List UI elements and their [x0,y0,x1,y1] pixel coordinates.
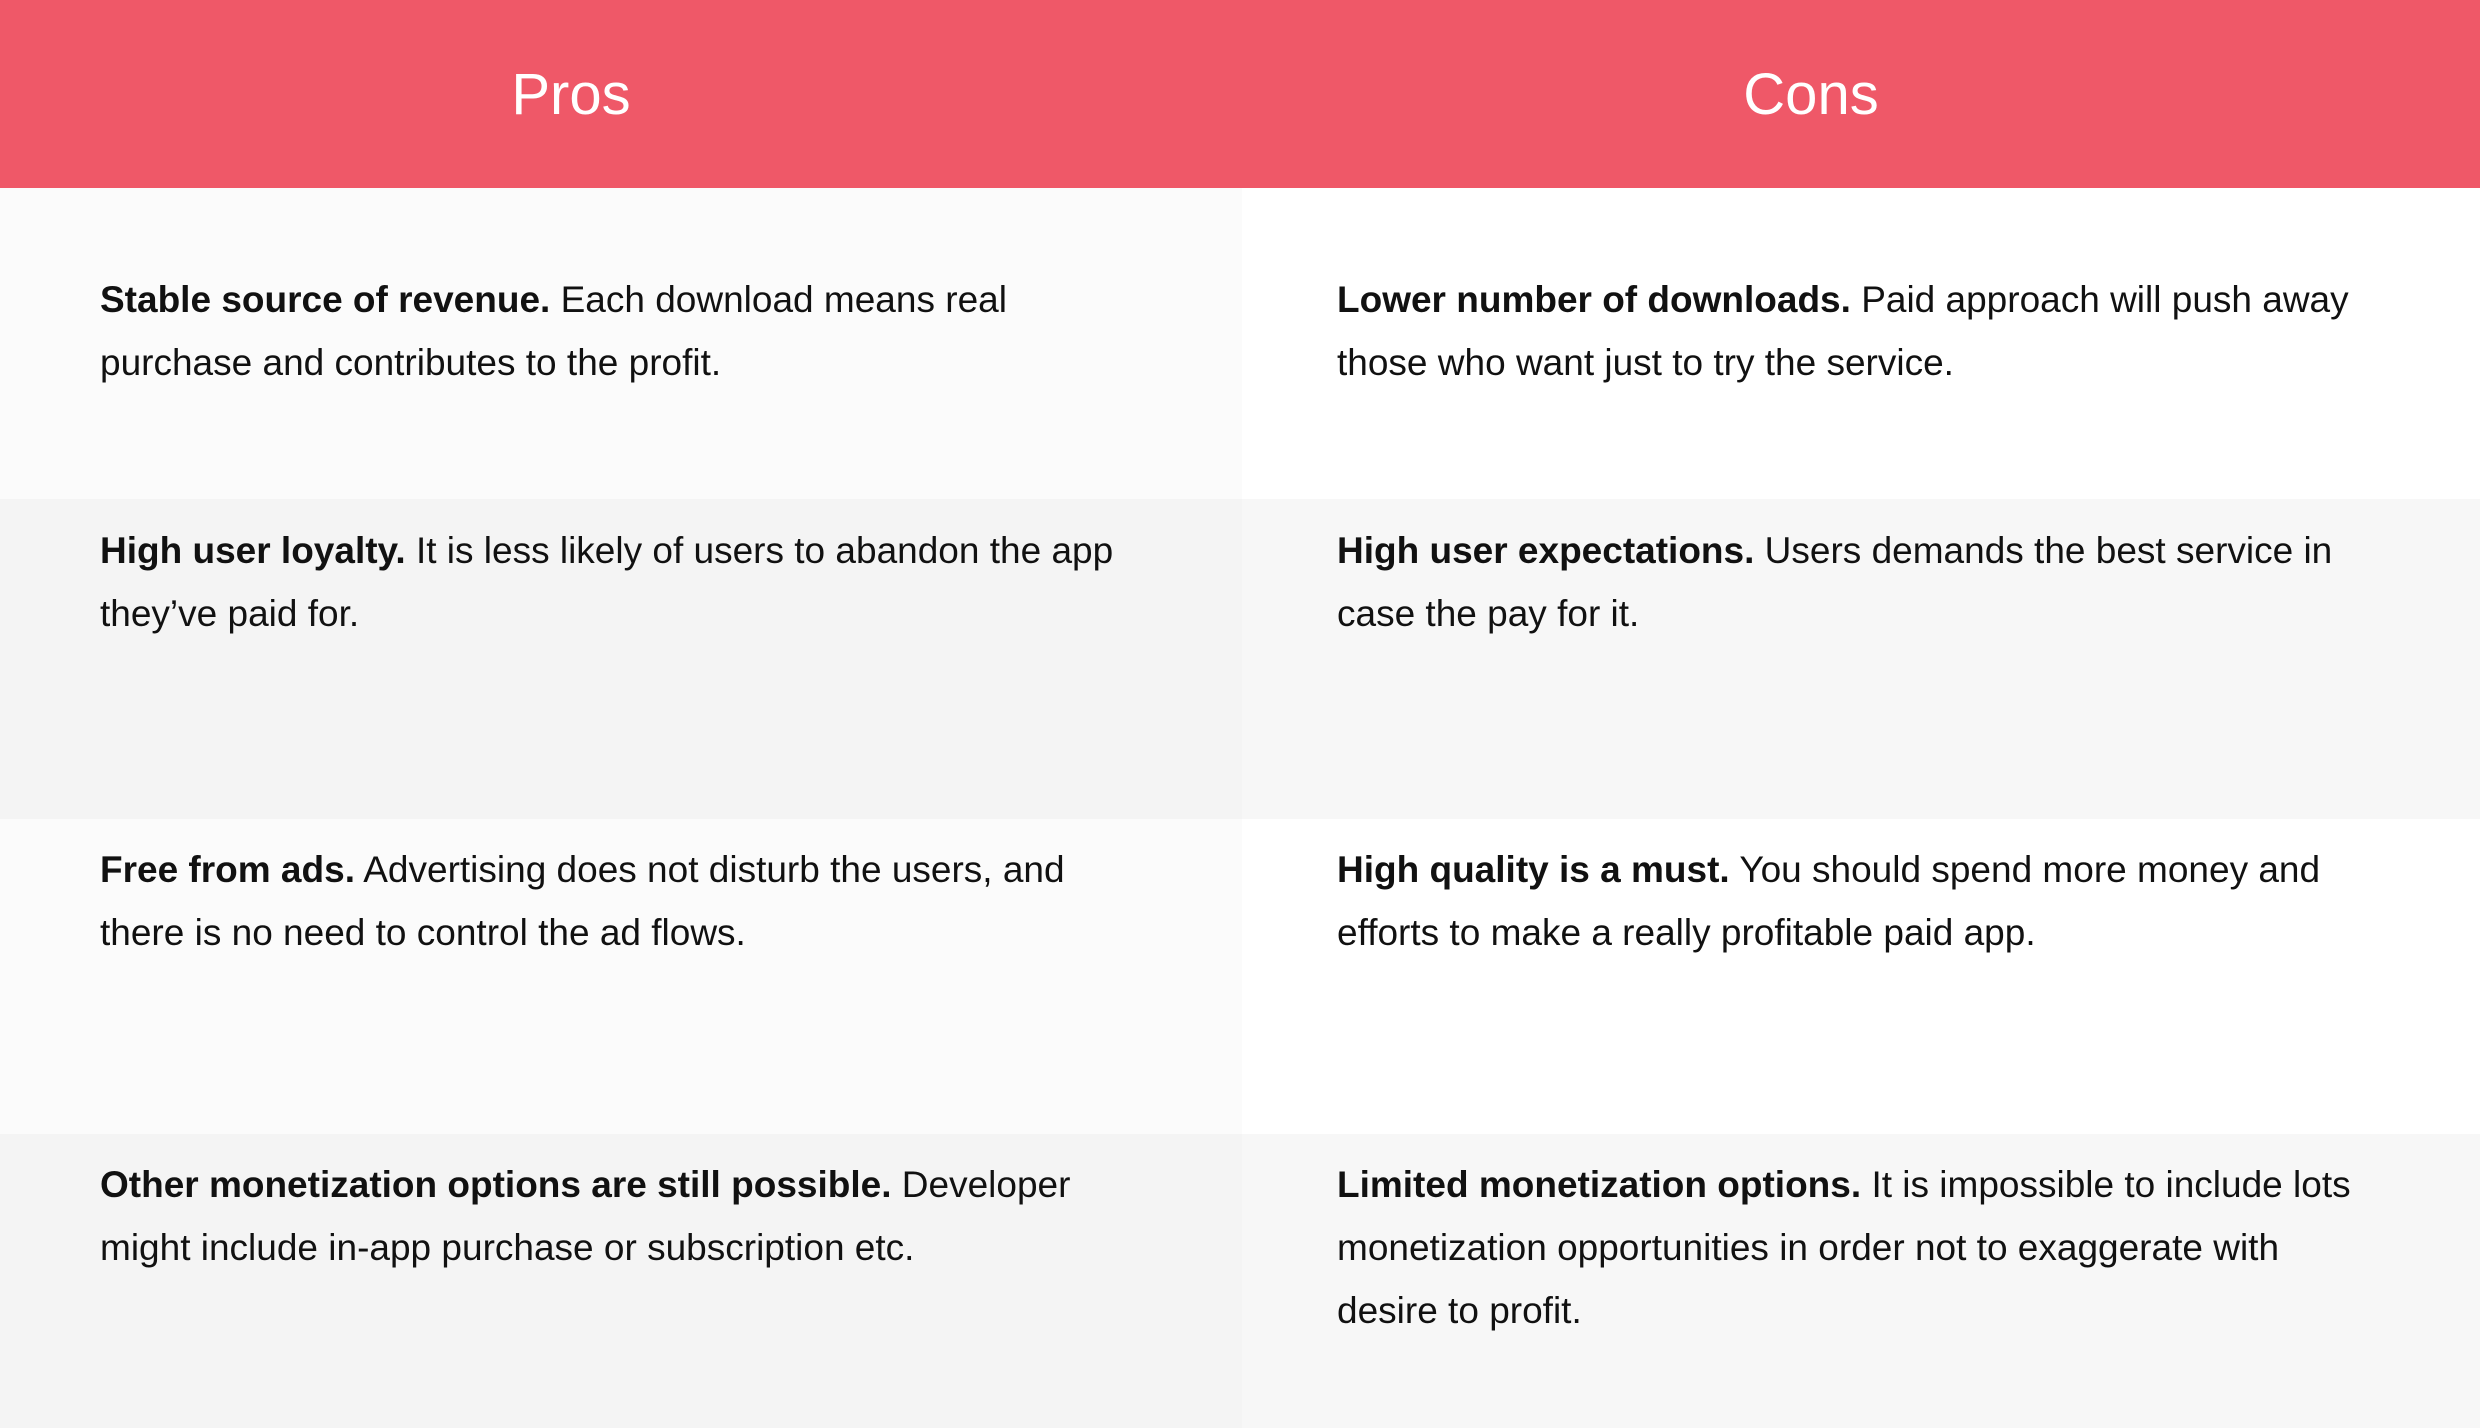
table-row [0,1134,2480,1428]
con-text: You should spend more money and efforts to make a really profitable paid app. [1337,849,2321,953]
table-row [0,499,2480,819]
table-header [0,0,2480,188]
pros-heading: Pros [511,61,631,127]
pro-text: Each download means real purchase and contributes to the profit. [100,279,1007,383]
con-text: Paid approach will push away those who want just to try the service. [1337,279,2349,383]
con-cell [1242,499,2480,819]
pro-lead: Stable source of revenue. [100,279,551,320]
cons-heading: Cons [1743,61,1879,127]
con-text: It is impossible to include lots monetization opportunities in order not to exaggerate with desire to profit. [1337,1164,2351,1331]
table-row [0,819,2480,1134]
con-lead: Lower number of downloads. [1337,279,1851,320]
pro-lead: High user loyalty. [100,530,406,571]
pro-cell [0,819,1242,1134]
pro-lead: Other monetization options are still possible. [100,1164,892,1205]
con-cell [1242,1134,2480,1428]
con-text: Users demands the best service in case the pay for it. [1337,530,2333,634]
pro-text: It is less likely of users to abandon the app they’ve paid for. [100,530,1114,634]
pro-lead: Free from ads. [100,849,355,890]
con-lead: High quality is a must. [1337,849,1730,890]
table-row [0,188,2480,499]
con-cell [1242,819,2480,1134]
pro-cell [0,1134,1242,1428]
pro-cell [0,499,1242,819]
pro-text: Developer might include in-app purchase or subscription etc. [100,1164,1071,1268]
con-lead: Limited monetization options. [1337,1164,1862,1205]
con-lead: High user expectations. [1337,530,1755,571]
pro-text: Advertising does not disturb the users, and there is no need to control the ad flows. [100,849,1065,953]
con-cell [1242,188,2480,499]
pro-cell [0,188,1242,499]
